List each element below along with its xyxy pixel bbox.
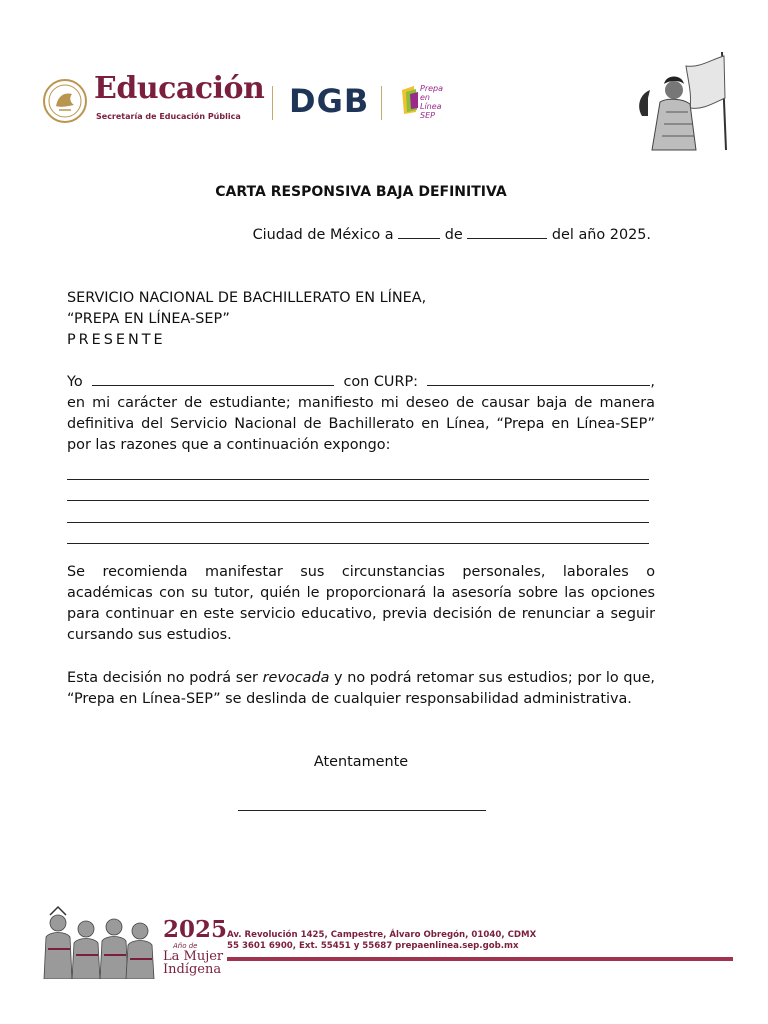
indigenous-women-illustration — [40, 905, 158, 979]
year-theme-line1: La Mujer — [163, 949, 224, 964]
date-de: de — [444, 227, 463, 243]
date-suffix: del año 2025. — [551, 227, 651, 243]
addressee-block — [67, 288, 426, 351]
curp-blank[interactable] — [427, 372, 650, 386]
closing-salutation: Atentamente — [313, 754, 409, 770]
addressee-line: “PREPA EN LÍNEA-SEP” — [67, 311, 230, 327]
reason-blank-line[interactable] — [67, 458, 649, 480]
month-blank[interactable] — [467, 225, 547, 239]
disclaimer-paragraph — [67, 668, 655, 710]
footer-address: Av. Revolución 1425, Campestre, Álvaro Obregón, 01040, CDMX — [227, 930, 537, 940]
document-title: CARTA RESPONSIVA BAJA DEFINITIVA — [215, 184, 507, 200]
year-caption: Año de — [173, 942, 198, 950]
prepa-logo-text: Prepa en Línea SEP — [420, 84, 444, 120]
year-theme-line2: Indígena — [163, 962, 222, 977]
place-date-line — [253, 225, 651, 246]
brand-title: Educación — [94, 71, 265, 106]
footer-contact: 55 3601 6900, Ext. 55451 y 55687 prepaenlinea.sep.gob.mx — [227, 941, 519, 951]
mexico-eagle-seal-icon — [42, 78, 88, 124]
woman-with-flag-illustration — [630, 50, 730, 152]
comma: , — [650, 374, 655, 390]
reason-blank-line[interactable] — [67, 480, 649, 502]
disclaimer-emphasis: revocada — [262, 670, 330, 686]
addressee-line: SERVICIO NACIONAL DE BACHILLERATO EN LÍNEA, — [67, 290, 427, 306]
footer-rule — [227, 957, 733, 961]
day-blank[interactable] — [398, 225, 440, 239]
dgb-logo: DGB — [289, 82, 370, 120]
disclaimer-text: y no podrá retomar sus estudios; por lo que, “Prepa en Línea-SEP” se deslinda de cualquier responsabilidad administrativa. — [67, 670, 655, 707]
reason-blank-line[interactable] — [67, 501, 649, 523]
disclaimer-text: Esta decisión no podrá ser — [67, 670, 263, 686]
declaration-text: en mi carácter de estudiante; manifiesto mi deseo de causar baja de manera definitiva del Servicio Nacional de Bachillerato en Línea, “Prepa en Línea-SEP” por las razones que a continuación expongo: — [67, 395, 655, 453]
signature-line[interactable] — [238, 810, 486, 811]
date-prefix: Ciudad de México a — [252, 227, 394, 243]
recommendation-paragraph: Se recomienda manifestar sus circunstancias personales, laborales o académicas con su tutor, quién le proporcionará la asesoría sobre las opciones para continuar en este servicio educativo, previa decisión de renunciar a seguir cursando sus estudios. — [67, 564, 655, 643]
addressee-line: PRESENTE — [67, 332, 166, 348]
logo-divider — [381, 86, 382, 120]
declaration-paragraph — [67, 372, 655, 456]
reason-blank-line[interactable] — [67, 523, 649, 545]
yo-label: Yo — [67, 374, 83, 390]
name-curp-row — [67, 372, 655, 393]
logo-divider — [272, 86, 273, 120]
letterhead — [0, 0, 768, 170]
curp-label: con CURP: — [343, 374, 418, 390]
student-name-blank[interactable] — [92, 372, 334, 386]
brand-subtitle: Secretaría de Educación Pública — [96, 112, 241, 121]
year-2025: 2025 — [163, 916, 228, 943]
reasons-lines — [67, 458, 649, 544]
